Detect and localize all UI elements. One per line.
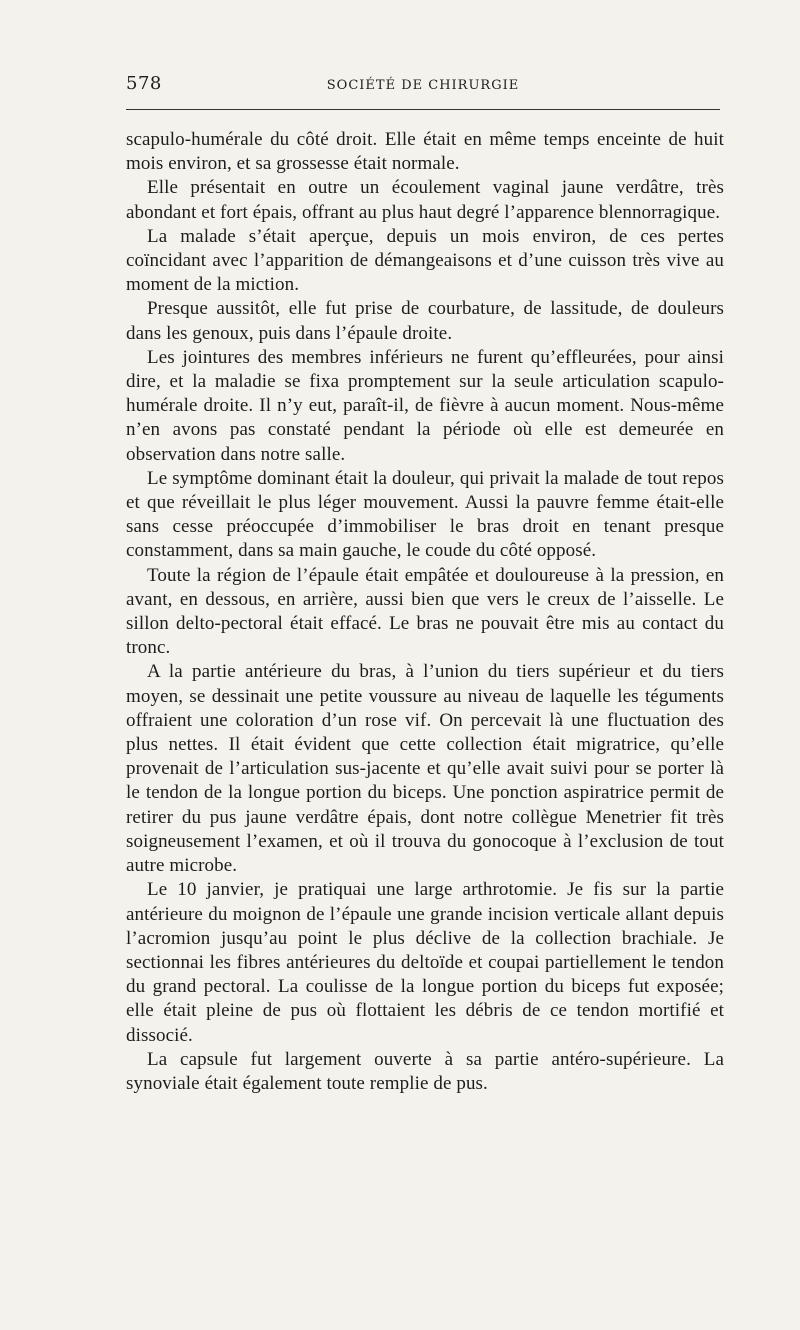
running-head [126,73,720,97]
paragraph: Toute la région de l’épaule était empâtée et douloureuse à la pression, en avant, en dessous, en arrière, aussi bien que vers le creux de l’aisselle. Le sillon delto-pectoral était effacé. Le bras ne pouvait être mis au contact du tronc. [126,564,724,659]
paragraph: La malade s’était aperçue, depuis un mois environ, de ces pertes coïncidant avec l’apparition de démangeaisons et d’une cuisson très vive au moment de la miction. [126,225,724,296]
journal-title: SOCIÉTÉ DE CHIRURGIE [326,78,520,93]
paragraph: Elle présentait en outre un écoulement vaginal jaune verdâtre, très abondant et fort épais, offrant au plus haut degré l’apparence blennorragique. [126,177,724,223]
paragraph: Presque aussitôt, elle fut prise de courbature, de lassitude, de douleurs dans les genoux, puis dans l’épaule droite. [126,298,724,344]
article-text [126,128,724,1096]
header-rule [126,109,720,110]
paragraph: Le symptôme dominant était la douleur, qui privait la malade de tout repos et que réveillait le plus léger mouvement. Aussi la pauvre femme était-elle sans cesse préoccupée d’immobiliser le bras droit en tenant presque constamment, dans sa main gauche, le coude du côté opposé. [126,467,724,562]
paragraph-continued: scapulo-humérale du côté droit. Elle était en même temps enceinte de huit mois environ, et sa grossesse était normale. [126,129,724,175]
page-number: 578 [126,73,162,94]
paragraph: A la partie antérieure du bras, à l’union du tiers supérieur et du tiers moyen, se dessinait une petite voussure au niveau de laquelle les téguments offraient une coloration d’un rose vif. On percevait là une fluctuation des plus nettes. Il était évident que cette collection était migratrice, qu’elle provenait de l’articulation sus-jacente et qu’elle avait suivi pour se porter là le tendon de la longue portion du biceps. Une ponction aspiratrice permit de retirer du pus jaune verdâtre épais, dont notre collègue Menetrier fit très soigneusement l’examen, et où il trouva du gonocoque à l’exclusion de tout autre microbe. [126,661,724,877]
paragraph: Les jointures des membres inférieurs ne furent qu’effleurées, pour ainsi dire, et la maladie se fixa promptement sur la seule articulation scapulo-humérale droite. Il n’y eut, paraît-il, de fièvre à aucun moment. Nous-même n’en avons pas constaté pendant la période où elle est demeurée en observation dans notre salle. [126,346,724,465]
paragraph: Le 10 janvier, je pratiquai une large arthrotomie. Je fis sur la partie antérieure du moignon de l’épaule une grande incision verticale allant depuis l’acromion jusqu’au point le plus déclive de la collection brachiale. Je sectionnai les fibres antérieures du deltoïde et coupai partiellement le tendon du grand pectoral. La coulisse de la longue portion du biceps fut exposée; elle était pleine de pus où flottaient les débris de ce tendon mortifié et dissocié. [126,879,724,1046]
paragraph: La capsule fut largement ouverte à sa partie antéro-supérieure. La synoviale était également toute remplie de pus. [126,1048,724,1094]
